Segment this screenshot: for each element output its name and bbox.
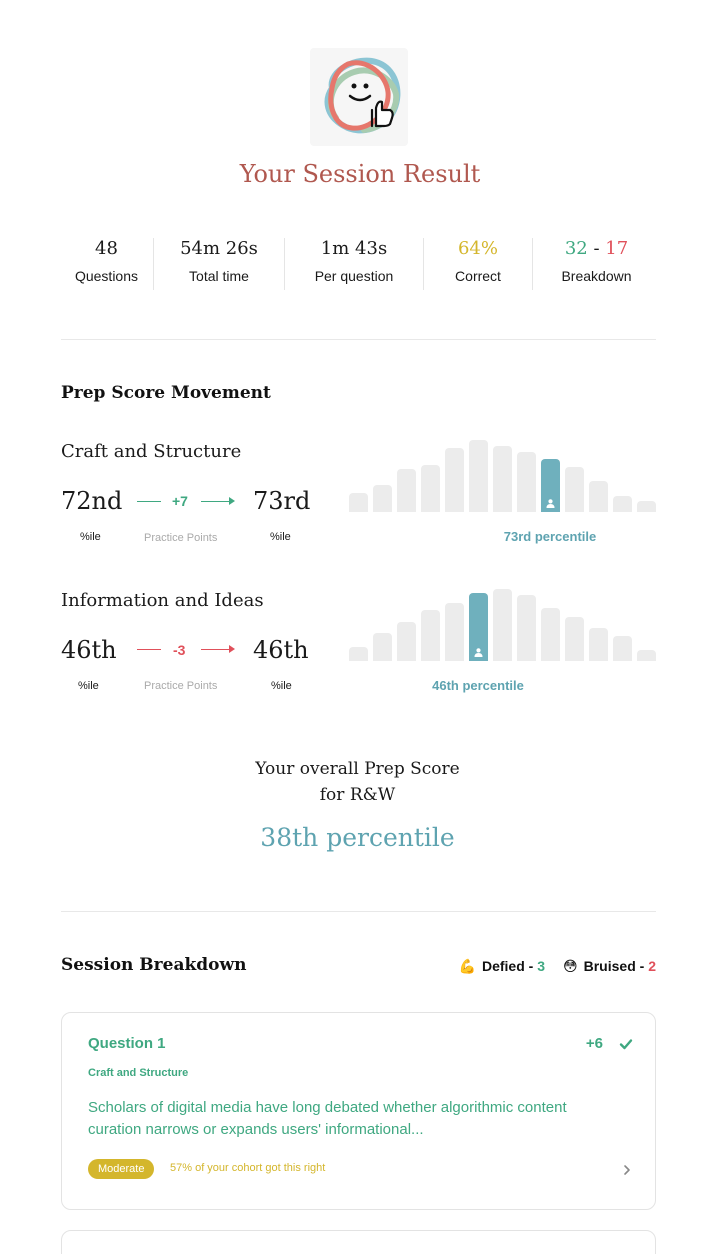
distribution-bar [589, 628, 608, 661]
session-breakdown-title: Session Breakdown [61, 955, 247, 975]
skill-to-percentile: 73rd [253, 487, 311, 515]
distribution-bar [565, 467, 584, 512]
distribution-bar [565, 617, 584, 661]
arrow-right-icon [229, 645, 235, 653]
person-icon [474, 648, 483, 657]
question-card[interactable] [61, 1012, 656, 1210]
stat-total-time-label: Total time [189, 268, 249, 284]
arrow-line-right [201, 649, 229, 650]
legend-bruised-label: Bruised - [583, 958, 649, 974]
section-divider [61, 911, 656, 912]
stat-total-time [154, 236, 284, 292]
skill-name: Information and Ideas [61, 590, 264, 611]
distribution-bar-current [469, 593, 488, 661]
skill-name: Craft and Structure [61, 441, 242, 462]
distribution-bar [493, 589, 512, 661]
distribution-bar [637, 501, 656, 512]
distribution-bar [349, 647, 368, 661]
distribution-bar [589, 481, 608, 512]
distribution-bar [517, 452, 536, 512]
distribution-bar [349, 493, 368, 512]
stat-correct-value: 64% [457, 238, 498, 259]
checkmark-icon [619, 1037, 633, 1051]
distribution-bar [517, 595, 536, 661]
difficulty-badge: Moderate [88, 1159, 154, 1179]
question-skill: Craft and Structure [88, 1067, 189, 1079]
skill-from-unit: %ile [78, 680, 99, 692]
question-card[interactable] [61, 1230, 656, 1254]
distribution-bar [613, 636, 632, 661]
stat-total-time-value: 54m 26s [180, 238, 258, 259]
breakdown-dash: - [587, 238, 606, 259]
distribution-bar [445, 448, 464, 512]
breakdown-incorrect: 17 [605, 238, 629, 259]
percentile-distribution-chart [349, 440, 656, 512]
legend-defied-label: Defied - [481, 958, 538, 974]
question-title: Question 1 [88, 1035, 166, 1052]
practice-points-label: Practice Points [144, 680, 218, 692]
overall-prep-score-value: 38th percentile [260, 823, 455, 852]
person-icon [546, 499, 555, 508]
breakdown-correct: 32 [564, 238, 588, 259]
stat-breakdown-label: Breakdown [561, 268, 632, 284]
cohort-stat: 57% of your cohort got this right [170, 1162, 326, 1174]
stat-breakdown-value [565, 236, 628, 262]
arrow-line-left [137, 501, 161, 502]
overall-prep-score-label [0, 756, 715, 808]
overall-label-line2: for R&W [319, 785, 396, 805]
skill-from-unit: %ile [80, 531, 101, 543]
question-points: +6 [585, 1035, 603, 1052]
distribution-bar [469, 440, 488, 512]
percentile-caption: 46th percentile [432, 678, 524, 693]
distribution-bar [637, 650, 656, 661]
skill-from-percentile: 46th [61, 636, 117, 664]
stat-per-question-value: 1m 43s [320, 238, 388, 259]
flexed-biceps-icon: 💪 [458, 958, 476, 974]
distribution-bar [613, 496, 632, 512]
stat-questions-label: Questions [74, 268, 139, 284]
distribution-bar-current [541, 459, 560, 512]
distribution-bar [445, 603, 464, 661]
distribution-bar [397, 469, 416, 512]
stat-per-question-label: Per question [314, 268, 394, 284]
app-logo [310, 48, 408, 146]
skill-to-percentile: 46th [253, 636, 309, 664]
legend-bruised [563, 958, 656, 975]
skill-delta: -3 [173, 642, 186, 658]
distribution-bar [493, 446, 512, 512]
page-title: Your Session Result [239, 160, 481, 188]
skill-to-unit: %ile [271, 680, 292, 692]
stat-correct-label: Correct [455, 268, 501, 284]
skill-to-unit: %ile [270, 531, 291, 543]
arrow-line-left [137, 649, 161, 650]
arrow-line-right [201, 501, 229, 502]
stat-questions [60, 236, 153, 292]
distribution-bar [397, 622, 416, 661]
distribution-bar [541, 608, 560, 661]
overall-label-line1: Your overall Prep Score [255, 759, 460, 779]
distribution-bar [373, 485, 392, 512]
stat-correct [424, 236, 532, 292]
practice-points-label: Practice Points [144, 532, 218, 544]
question-text: Scholars of digital media have long debated whether algorithmic content curation narrows or expands users' informational... [88, 1099, 567, 1138]
prep-score-title: Prep Score Movement [61, 383, 271, 403]
legend-bruised-count: 2 [648, 958, 656, 974]
stat-questions-value: 48 [95, 238, 118, 259]
stat-breakdown [533, 236, 660, 292]
distribution-bar [373, 633, 392, 661]
skill-delta: +7 [172, 493, 188, 509]
chevron-right-icon[interactable] [623, 1164, 631, 1176]
percentile-caption: 73rd percentile [503, 529, 597, 544]
stat-per-question [285, 236, 423, 292]
distribution-bar [421, 465, 440, 512]
section-divider [61, 339, 656, 340]
session-stats [60, 236, 660, 292]
breakdown-legend [459, 958, 656, 975]
flushed-face-icon: 😳 [563, 958, 578, 974]
legend-defied-count: 3 [537, 958, 546, 974]
arrow-right-icon [229, 497, 235, 505]
distribution-bar [421, 610, 440, 661]
percentile-distribution-chart [349, 589, 656, 661]
skill-from-percentile: 72nd [61, 487, 123, 515]
legend-defied [459, 958, 545, 975]
